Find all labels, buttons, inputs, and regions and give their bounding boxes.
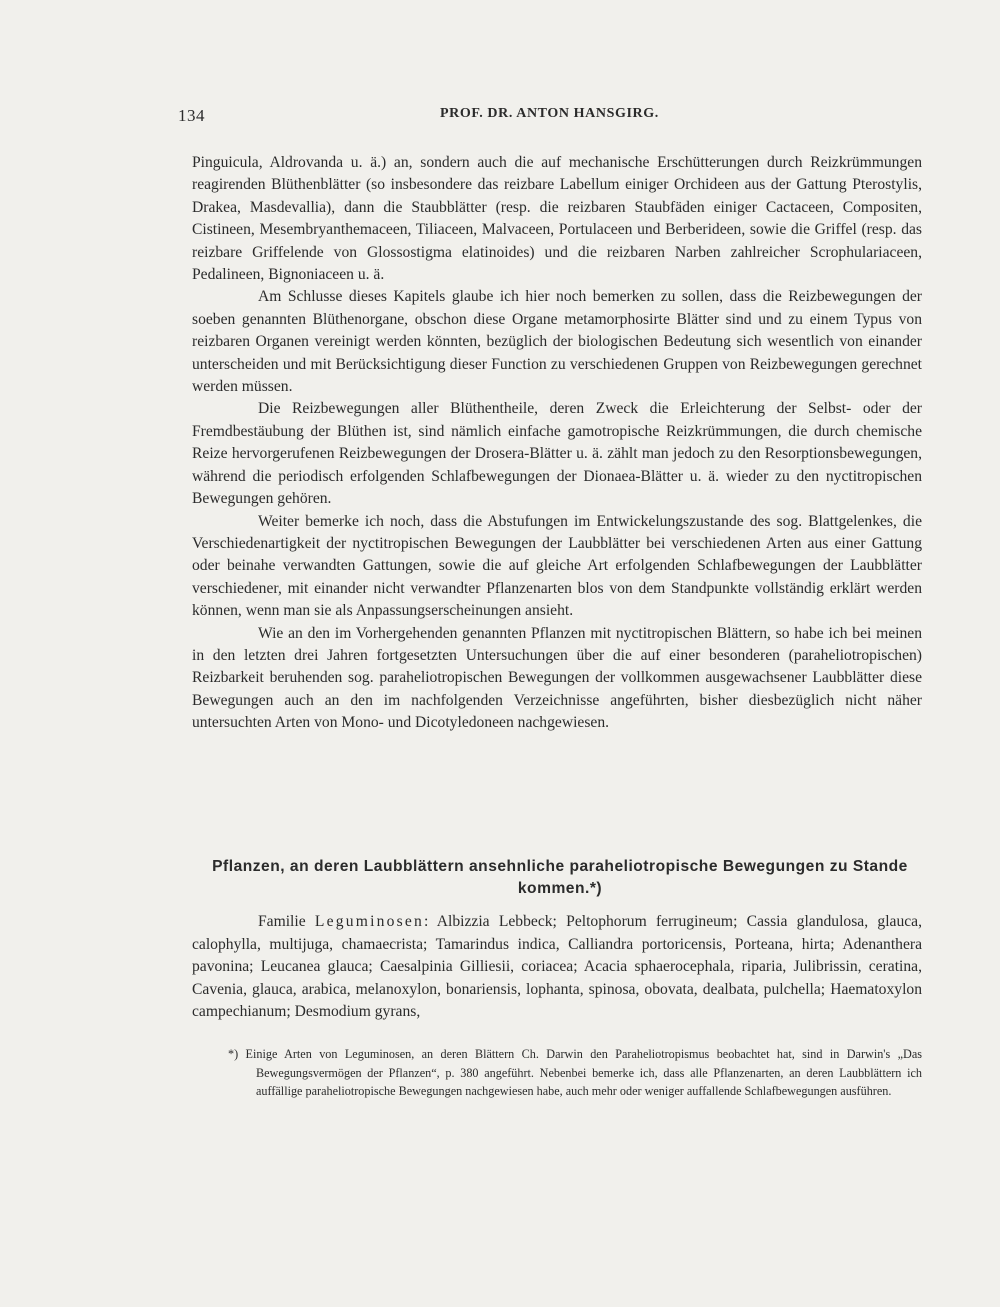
footnote-text: *) Einige Arten von Leguminosen, an deren Blättern Ch. Darwin den Paraheliotropismus beobachtet hat, sind in Darwin's „Das Bewegungsvermögen der Pflanzen“, p. 380 angeführt. Nebenbei bemerke ich, dass alle Pflanzenarten, an deren Laubblättern ich auffällige paraheliotropische Bewegungen nachgewiesen habe, auch mehr oder weniger auffallende Schlafbewegungen ausführen. xyxy=(228,1047,922,1099)
footnote xyxy=(228,1045,922,1101)
family-paragraph xyxy=(192,911,922,1024)
family-prefix: Familie xyxy=(258,913,315,930)
paragraph: Die Reizbewegungen aller Blüthentheile, deren Zweck die Erleichterung der Selbst- oder der Fremdbestäubung der Blüthen ist, sind nämlich einfache gamotropische Reizkrümmungen, die durch chemische Reize hervorgerufenen Reizbewegungen der Drosera-Blätter u. ä. zählt man jedoch zu den Resorptionsbewegungen, während die periodisch erfolgenden Schlafbewegungen der Dionaea-Blätter u. ä. wieder zu den nyctitropischen Bewegungen gehören. xyxy=(192,400,922,508)
family-list xyxy=(192,911,922,1024)
page-header xyxy=(178,106,923,132)
section-heading: Pflanzen, an deren Laubblättern ansehnliche paraheliotropische Bewegungen zu Stande kommen.*) xyxy=(212,858,908,897)
body-text xyxy=(192,152,922,735)
family-name: Leguminosen xyxy=(314,913,425,930)
family-species-text: : Albizzia Lebbeck; Peltophorum ferrugineum; Cassia glandulosa, glauca, calophylla, multijuga, chamaecrista; Tamarindus indica, Calliandra portoricensis, Porteana, hirta; Adenanthera pavonina; Leucanea glauca; Caesalpinia Gilliesii, coriacea; Acacia sphaerocephala, riparia, Julibrissin, ceratina, Cavenia, glauca, arabica, melanoxylon, bonariensis, lophanta, spinosa, obovata, dealbata, pulchella; Haematoxylon campechianum; Desmodium gyrans, xyxy=(192,913,922,1020)
page-number: 134 xyxy=(178,106,205,125)
paragraph: Weiter bemerke ich noch, dass die Abstufungen im Entwickelungszustande des sog. Blattgelenkes, die Verschiedenartigkeit der nyctitropischen Bewegungen der Laubblätter bei verschiedenen Arten aus einer Gattung oder beinahe verwandten Gattungen, sowie die auf gleiche Art erfolgenden Schlafbewegungen der Laubblätter verschiedener, mit einander nicht verwandter Pflanzenarten blos von dem Standpunkte vollständig erklärt werden können, wenn man sie als Anpassungserscheinungen ansieht. xyxy=(192,512,922,620)
paragraph: Pinguicula, Aldrovanda u. ä.) an, sondern auch die auf mechanische Erschütterungen durch Reizkrümmungen reagirenden Blüthenblätter (so insbesondere das reizbare Labellum einiger Orchideen aus der Gattung Pterostylis, Drakea, Masdevallia), dann die Staubblätter (resp. die reizbaren Staubfäden einiger Cactaceen, Compositen, Cistineen, Mesembryanthemaceen, Tiliaceen, Malvaceen, Portulaceen und Berberideen, sowie die Griffel (resp. das reizbare Griffelende von Glossostigma elatinoides) und die reizbaren Narben zahlreicher Scrophulariaceen, Pedalineen, Bignoniaceen u. ä. xyxy=(192,154,922,284)
paragraph: Am Schlusse dieses Kapitels glaube ich hier noch bemerken zu sollen, dass die Reizbewegungen der soeben genannten Blüthenorgane, obschon diese Organe metamorphosirte Blätter sind und zu einem Typus von reizbaren Organen vereinigt werden könnten, bezüglich der biologischen Bedeutung sich wesentlich von einander unterscheiden und mit Berücksichtigung dieser Function zu verschiedenen Gruppen von Reizbewegungen gerechnet werden müssen. xyxy=(192,288,922,396)
paragraph: Wie an den im Vorhergehenden genannten Pflanzen mit nyctitropischen Blättern, so habe ich bei meinen in den letzten drei Jahren fortgesetzten Untersuchungen über die auf einer besonderen (paraheliotropischen) Reizbarkeit beruhenden sog. paraheliotropischen Bewegungen der vollkommen ausgewachsener Laubblätter diese Bewegungen auch an den im nachfolgenden Verzeichnisse angeführten, bisher diesbezüglich nicht näher untersuchten Arten von Mono- und Dicotyledoneen nachgewiesen. xyxy=(192,624,922,732)
running-head: PROF. DR. ANTON HANSGIRG. xyxy=(440,106,659,121)
